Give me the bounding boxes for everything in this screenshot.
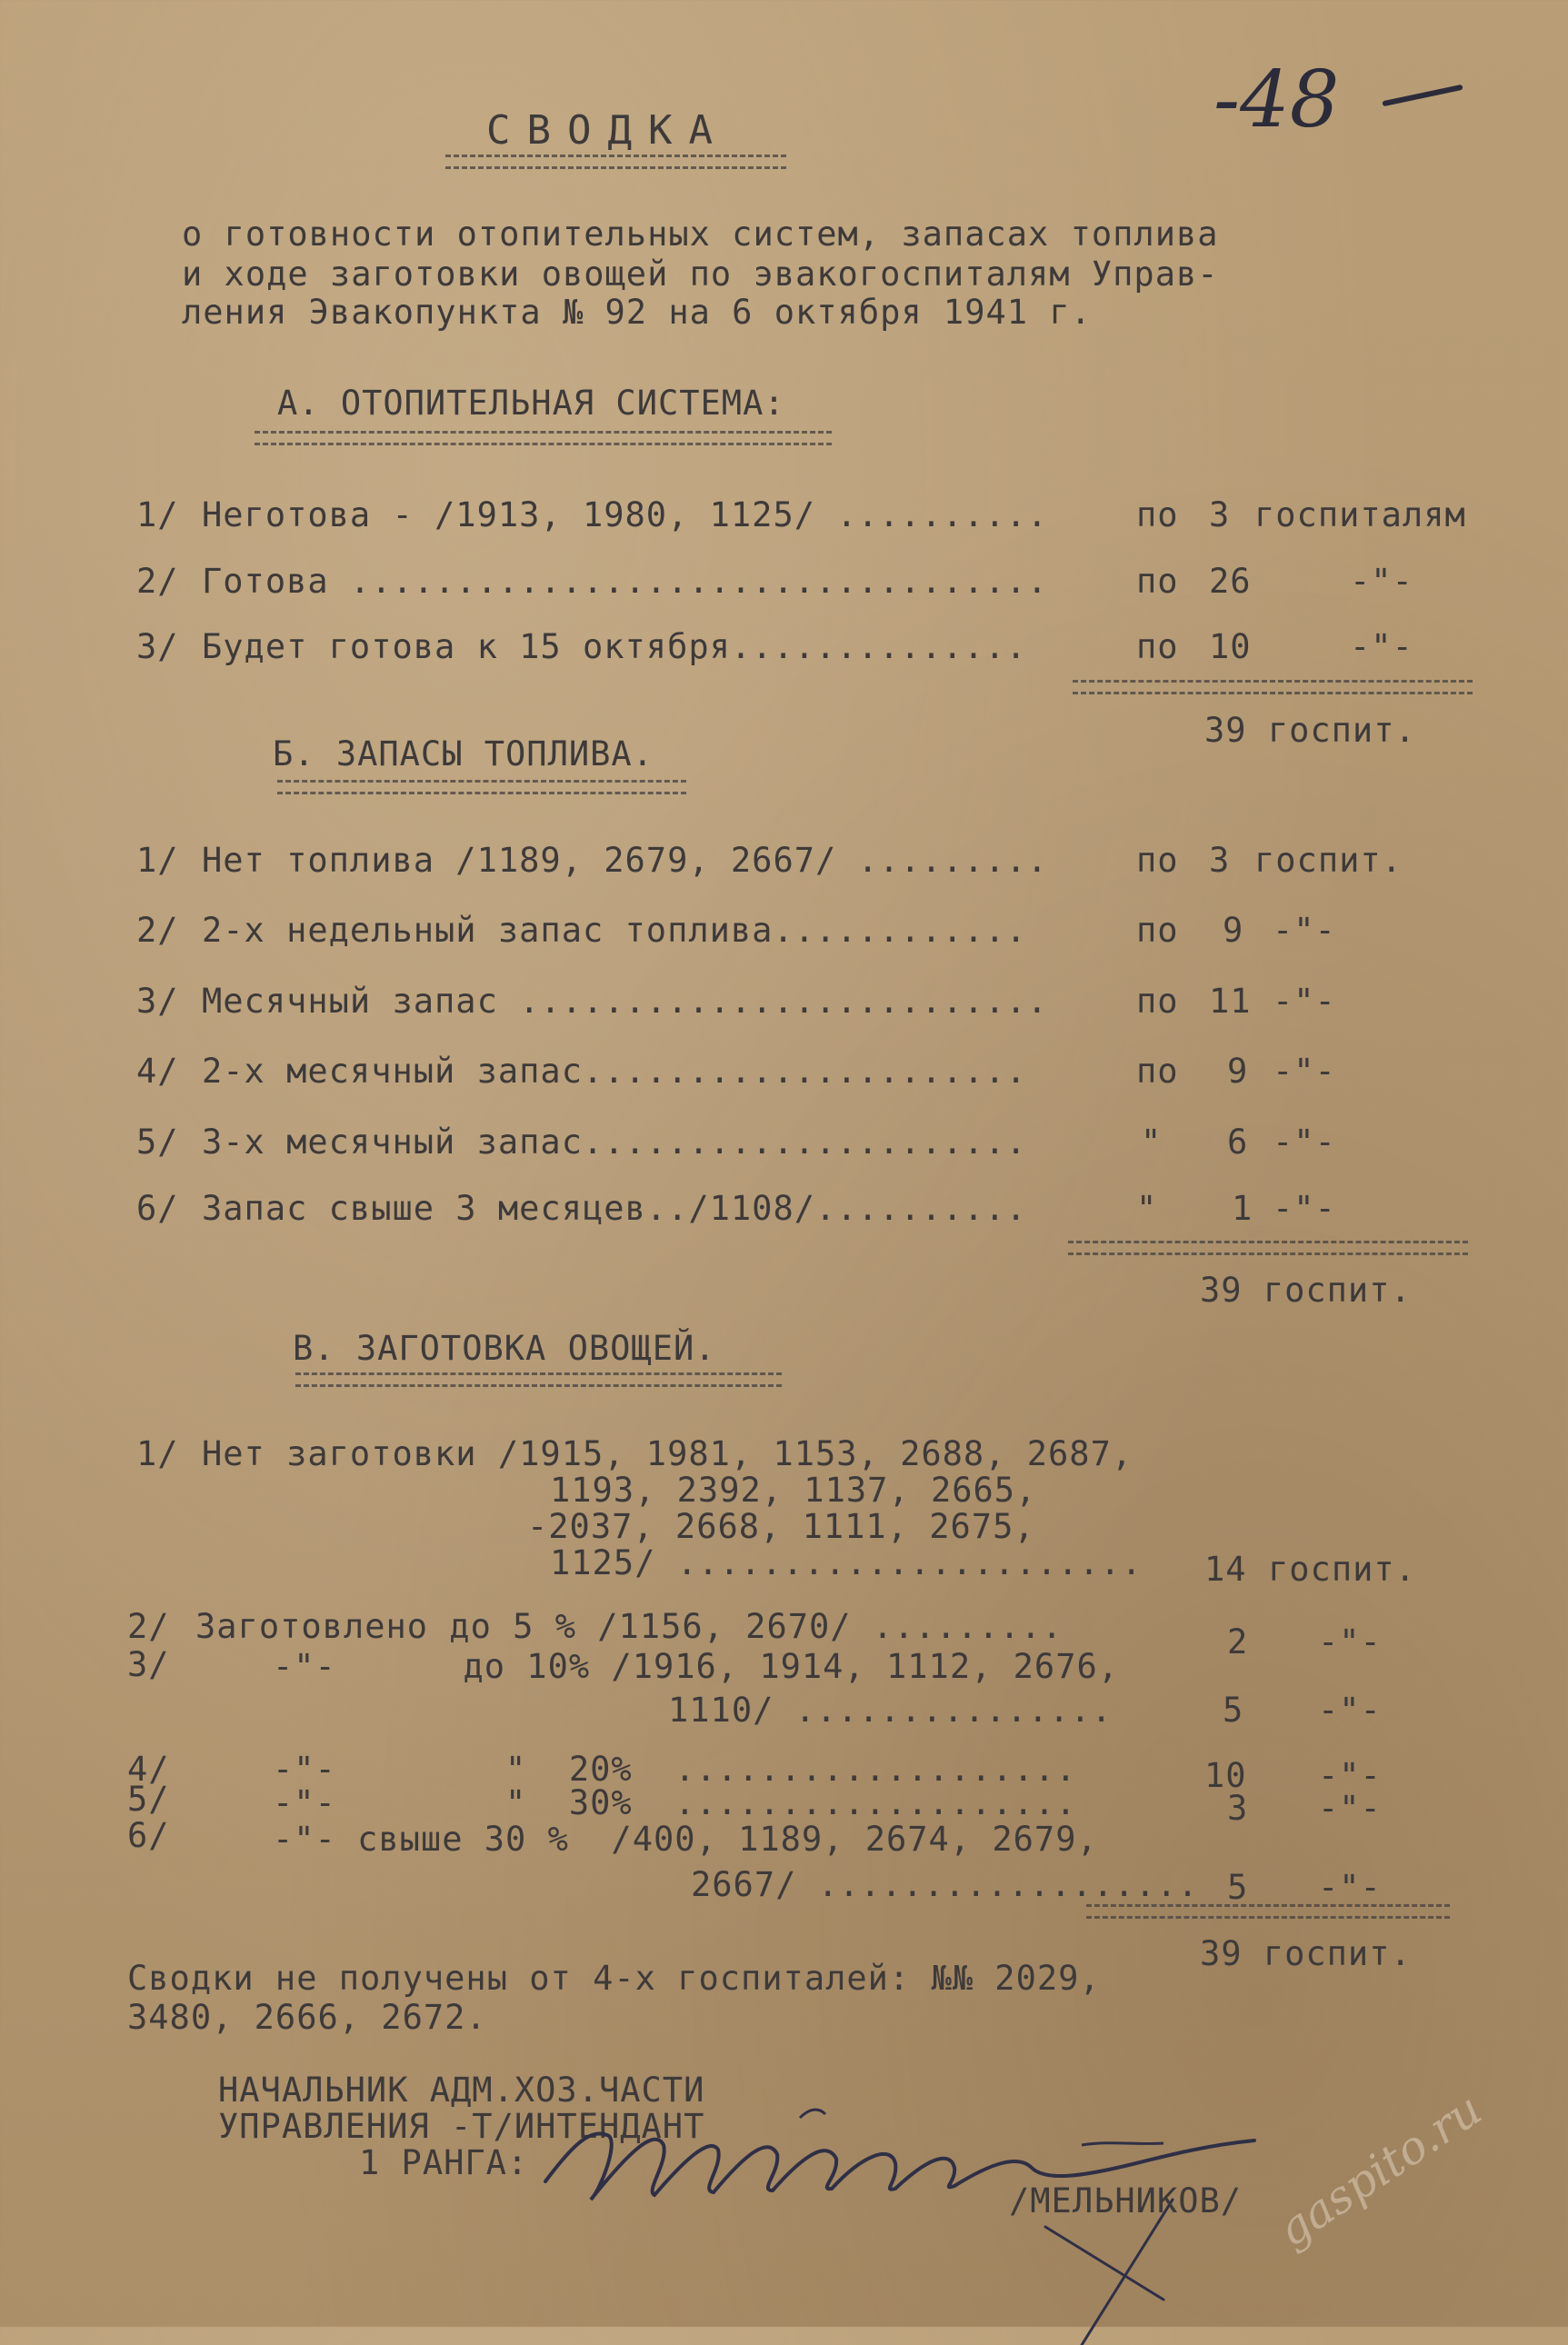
row-po: " [1136,1189,1158,1228]
watermark: gaspito.ru [1268,2082,1492,2258]
row-unit: госпит. [1268,1550,1416,1589]
row-text: Будет готова к 15 октября.............. [202,627,1027,666]
row-count: 9 [1223,911,1244,950]
section-a-underline [255,431,832,445]
row-number: 2/ [127,1607,170,1646]
row-number: 5/ [136,1123,179,1162]
row-po: " [1141,1123,1163,1162]
row-text: 2-х месячный запас..................... [202,1052,1027,1091]
row-number: 2/ [136,911,179,950]
row-unit: -"- [1318,1868,1382,1907]
row-count: 1 [1232,1189,1253,1228]
row-unit: госпит. [1254,841,1403,880]
row-po: по [1136,562,1179,601]
row-unit: -"- [1273,1052,1336,1091]
section-a-total: 39 госпит. [1204,711,1416,750]
subtitle-line-1: о готовности отопительных систем, запасах топлива [182,215,1219,254]
row-count: 3 [1209,495,1231,534]
section-c-underline [295,1372,782,1387]
row-count: 2 [1227,1622,1249,1661]
row-line: 2667/ .................. [691,1865,1199,1904]
section-a-heading: А. ОТОПИТЕЛЬНАЯ СИСТЕМА: [277,384,785,423]
row-po: по [1136,841,1179,880]
row-unit: -"- [1273,1123,1336,1162]
row-number: 6/ [127,1816,170,1855]
row-count: 10 [1209,627,1252,666]
section-c-total-rule [1086,1904,1450,1919]
section-b-total-rule [1068,1241,1468,1255]
row-count: 14 [1204,1550,1247,1589]
row-line: -"- свыше 30 % /400, 1189, 2674, 2679, [273,1820,1098,1859]
section-b-heading: Б. ЗАПАСЫ ТОПЛИВА. [273,734,654,773]
row-count: 3 [1227,1789,1249,1828]
signature-title-2: УПРАВЛЕНИЯ -Т/ИНТЕНДАНТ [218,2107,705,2146]
row-unit: госпиталям [1254,495,1466,534]
section-b-total: 39 госпит. [1200,1271,1412,1310]
row-text: Месячный запас ......................... [202,982,1049,1021]
row-number: 4/ [127,1750,170,1789]
section-a-total-rule [1073,680,1473,694]
row-number: 6/ [136,1189,179,1228]
row-po: по [1136,1052,1179,1091]
page-number: -48 [1213,55,1340,145]
row-text: Готова ................................. [202,562,1049,601]
row-po: по [1136,911,1179,950]
subtitle-line-2: и ходе заготовки овощей по эвакогоспиталям Управ- [182,254,1219,294]
row-text: 2-х недельный запас топлива............ [202,911,1027,950]
row-unit: -"- [1318,1789,1382,1828]
row-number: 1/ [136,495,179,534]
row-text: Запас свыше 3 месяцев../1108/.......... [202,1189,1027,1228]
row-line: 1193, 2392, 1137, 2665, [550,1471,1037,1510]
title-underline [445,155,786,169]
signature-name: /МЕЛЬНИКОВ/ [1009,2181,1243,2220]
subtitle-line-3: ления Эвакопункта № 92 на 6 октября 1941 г. [182,293,1092,332]
row-po: по [1136,495,1179,534]
row-count: 11 [1209,982,1252,1021]
row-unit: -"- [1273,911,1336,950]
signature-title-1: НАЧАЛЬНИК АДМ.ХОЗ.ЧАСТИ [218,2071,705,2110]
section-c-heading: В. ЗАГОТОВКА ОВОЩЕЙ. [293,1329,716,1368]
row-unit: -"- [1318,1622,1382,1661]
row-number: 3/ [136,627,179,666]
row-unit: -"- [1273,982,1336,1021]
row-count: 26 [1209,562,1252,601]
row-count: 10 [1204,1756,1247,1795]
row-number: 5/ [127,1780,170,1819]
row-count: 5 [1227,1868,1249,1907]
row-text: 3-х месячный запас..................... [202,1123,1027,1162]
row-unit: -"- [1318,1691,1382,1730]
note-line-1: Сводки не получены от 4-х госпиталей: №№ 2029, [127,1959,1101,1998]
row-text: Нет топлива /1189, 2679, 2667/ ......... [202,841,1049,880]
row-count: 9 [1227,1052,1249,1091]
signature-title-3: 1 РАНГА: [359,2143,529,2182]
row-number: 3/ [127,1645,170,1684]
row-count: 3 [1209,841,1231,880]
row-line: 1110/ ............... [668,1691,1113,1730]
row-text: Неготова - /1913, 1980, 1125/ .......... [202,495,1049,534]
row-line: Нет заготовки /1915, 1981, 1153, 2688, 2687, [202,1434,1134,1473]
page-number-stroke [1382,85,1463,107]
row-number: 3/ [136,982,179,1021]
row-line: 1125/ ...................... [550,1543,1143,1582]
section-b-underline [277,780,686,794]
row-number: 2/ [136,562,179,601]
row-unit: -"- [1318,1756,1382,1795]
row-number: 1/ [136,1434,179,1473]
section-c-total: 39 госпит. [1200,1934,1412,1973]
row-unit: -"- [1350,627,1413,666]
row-text: -"- " 30% ................... [273,1783,1077,1822]
row-line: -2037, 2668, 1111, 2675, [527,1507,1035,1546]
row-unit: -"- [1273,1189,1336,1228]
row-unit: -"- [1350,562,1413,601]
note-line-2: 3480, 2666, 2672. [127,1998,487,2037]
row-po: по [1136,982,1179,1021]
row-text: Заготовлено до 5 % /1156, 2670/ ......... [195,1607,1064,1646]
row-count: 5 [1223,1691,1244,1730]
row-line: -"- до 10% /1916, 1914, 1112, 2676, [273,1647,1120,1686]
row-po: по [1136,627,1179,666]
row-count: 6 [1227,1123,1249,1162]
row-text: -"- " 20% ................... [273,1750,1077,1789]
row-number: 1/ [136,841,179,880]
row-number: 4/ [136,1052,179,1091]
document-title: СВОДКА [486,107,729,154]
